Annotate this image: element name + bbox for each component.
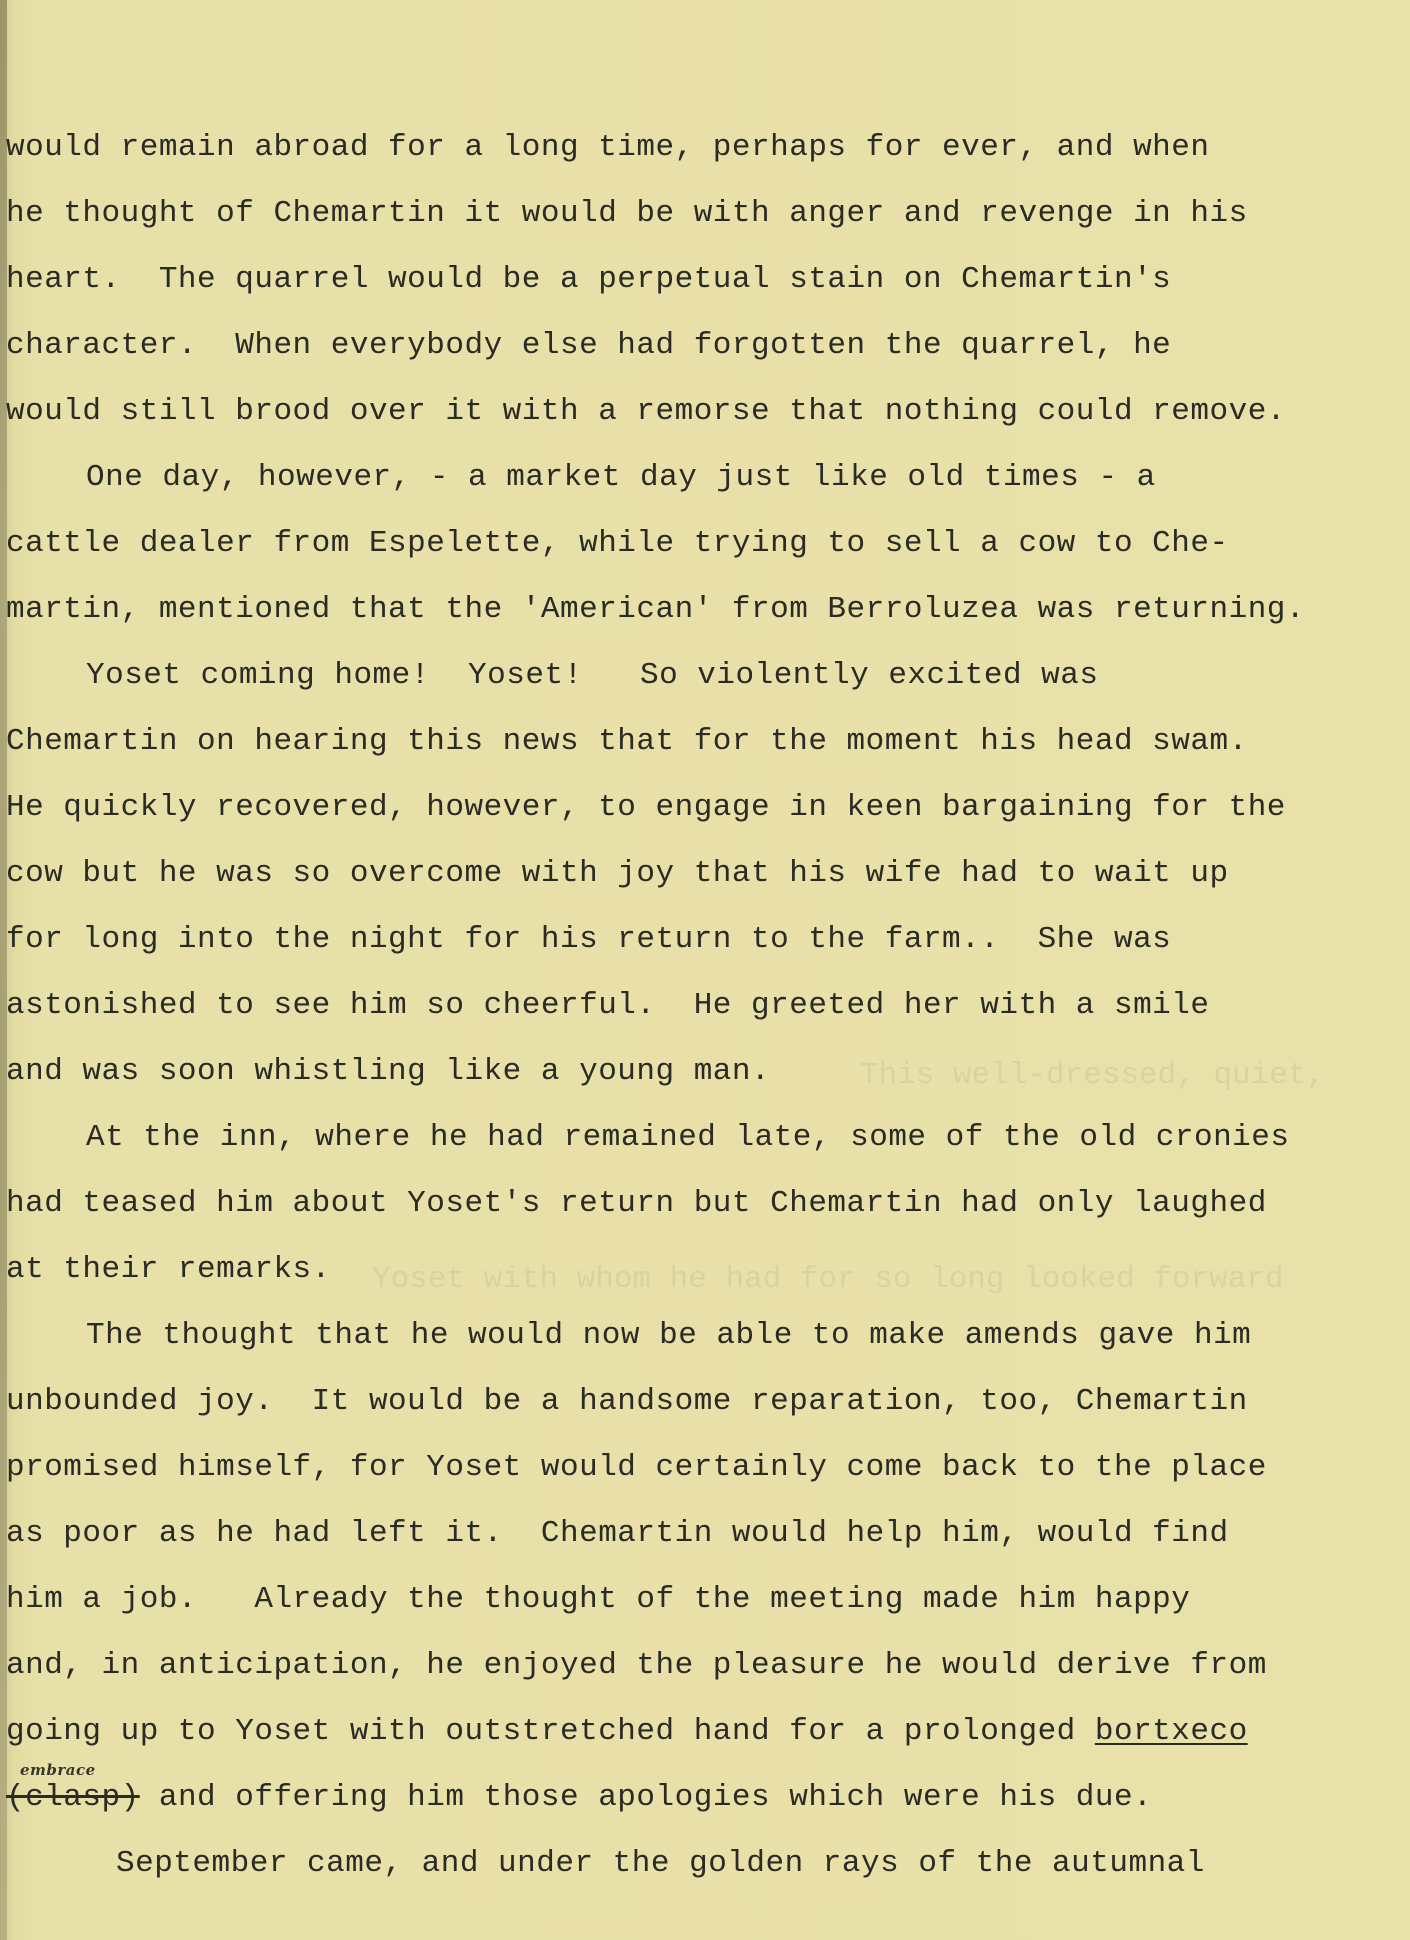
text-line: cow but he was so overcome with joy that his wife had to wait up — [6, 856, 1229, 891]
text-line: would still brood over it with a remorse that nothing could remove. — [6, 394, 1286, 429]
text-line — [6, 1712, 1248, 1752]
text-line: and was soon whistling like a young man. — [6, 1054, 771, 1089]
text-line: at their remarks. — [6, 1252, 331, 1287]
text-line: him a job. Already the thought of the meeting made him happy — [6, 1582, 1191, 1617]
text-line: He quickly recovered, however, to engage in keen bargaining for the — [6, 790, 1286, 825]
text-line: One day, however, - a market day just like old times - a — [86, 460, 1156, 495]
text-line: September came, and under the golden rays of the autumnal — [116, 1846, 1205, 1881]
text-line: heart. The quarrel would be a perpetual stain on Chemartin's — [6, 262, 1172, 297]
text-line: cattle dealer from Espelette, while trying to sell a cow to Che- — [6, 526, 1229, 561]
show-through-text: This well-dressed, quiet, — [860, 1058, 1326, 1093]
text-line: unbounded joy. It would be a handsome reparation, too, Chemartin — [6, 1384, 1248, 1419]
basque-word: bortxeco — [1094, 1714, 1248, 1749]
handwritten-note: embrace — [20, 1761, 96, 1779]
text-line: he thought of Chemartin it would be with anger and revenge in his — [6, 196, 1248, 231]
text-line: would remain abroad for a long time, perhaps for ever, and when — [6, 130, 1210, 165]
text-line: promised himself, for Yoset would certainly come back to the place — [6, 1450, 1267, 1485]
text-line: martin, mentioned that the 'American' from Berroluzea was returning. — [6, 592, 1306, 627]
text-line-part: and offering him those apologies which were his due. — [139, 1780, 1153, 1815]
text-line: character. When everybody else had forgotten the quarrel, he — [6, 328, 1172, 363]
struck-word: (clasp) — [6, 1780, 140, 1815]
text-line: as poor as he had left it. Chemartin would help him, would find — [6, 1516, 1229, 1551]
text-line: astonished to see him so cheerful. He greeted her with a smile — [6, 988, 1210, 1023]
text-line: had teased him about Yoset's return but Chemartin had only laughed — [6, 1186, 1267, 1221]
text-line: At the inn, where he had remained late, some of the old cronies — [86, 1120, 1290, 1155]
text-line: Yoset coming home! Yoset! So violently excited was — [86, 658, 1099, 693]
text-line: Chemartin on hearing this news that for the moment his head swam. — [6, 724, 1248, 759]
text-line: for long into the night for his return to the farm.. She was — [6, 922, 1172, 957]
text-line — [6, 1778, 1152, 1818]
text-line: The thought that he would now be able to make amends gave him — [86, 1318, 1252, 1353]
text-line: and, in anticipation, he enjoyed the pleasure he would derive from — [6, 1648, 1267, 1683]
show-through-text: Yoset with whom he had for so long looked forward — [372, 1262, 1284, 1297]
text-line-part: going up to Yoset with outstretched hand for a prolonged — [6, 1714, 1095, 1749]
